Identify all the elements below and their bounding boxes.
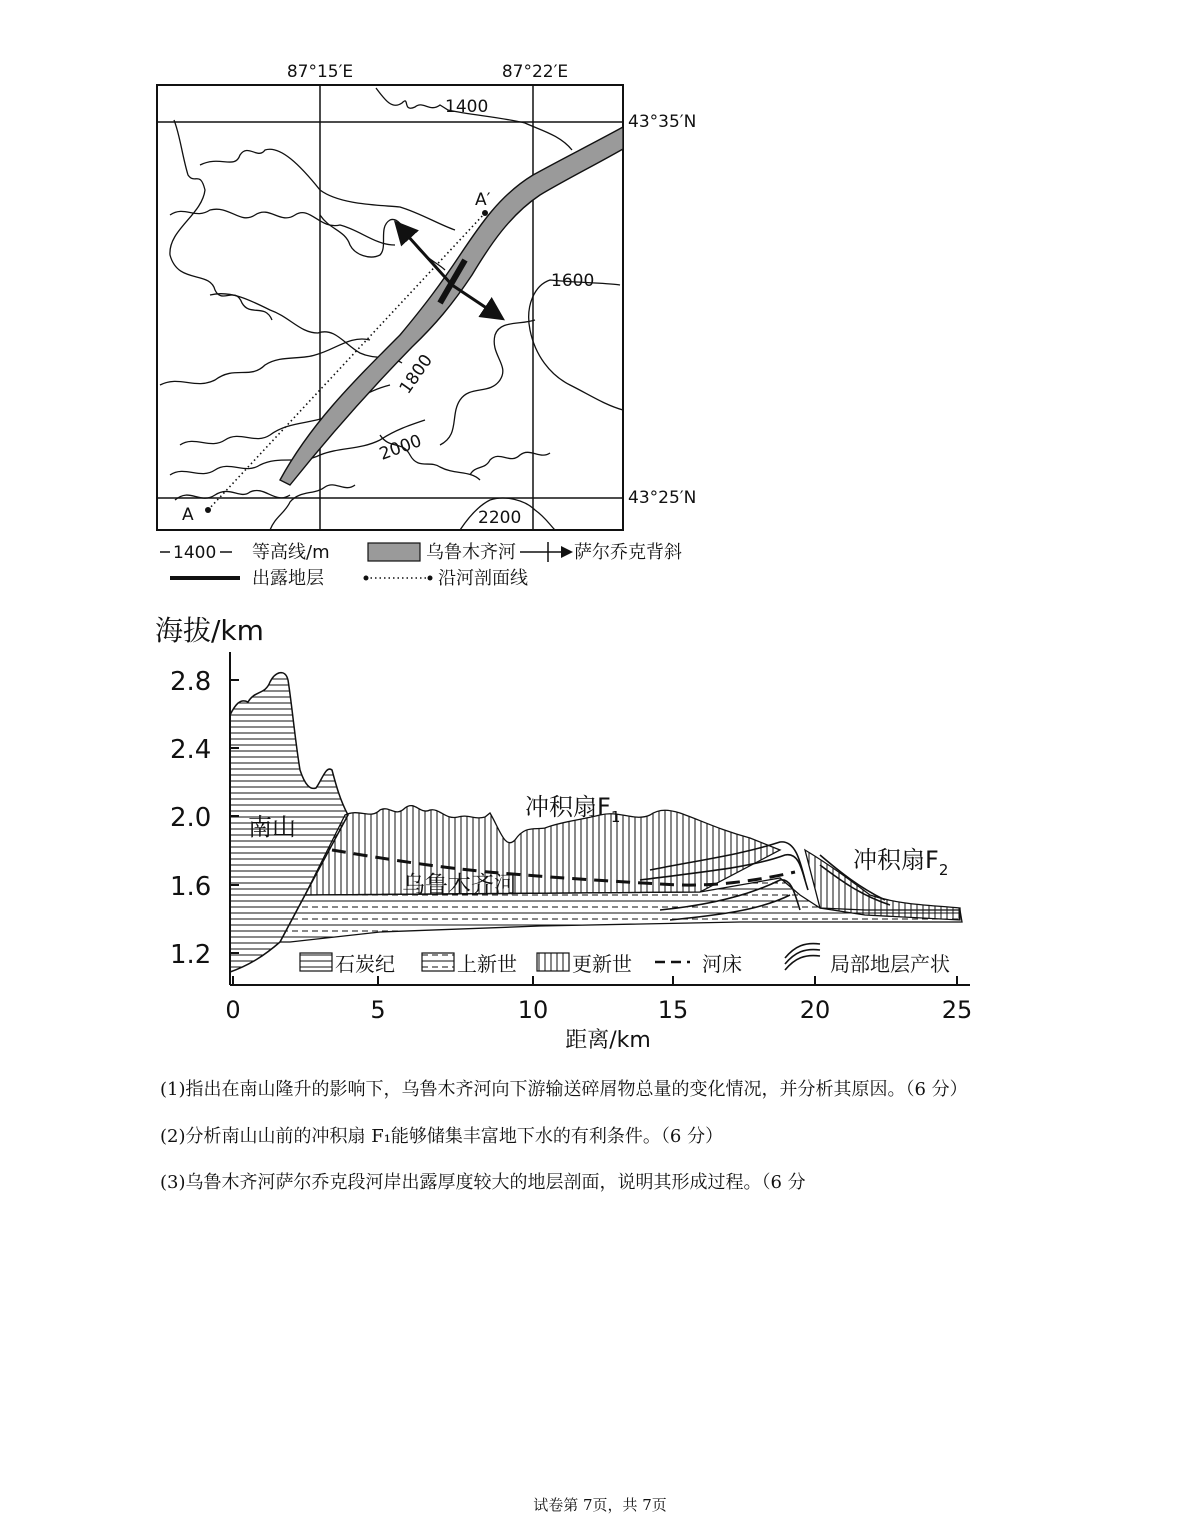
profile-xlabel: 距离/km [565, 1028, 651, 1053]
x-tick-label-0: 0 [225, 996, 241, 1024]
question-1: (1)指出在南山隆升的影响下，乌鲁木齐河向下游输送碎屑物总量的变化情况，并分析其原因。（6 分） [160, 1079, 968, 1100]
section-line-a-a [208, 213, 485, 510]
point-a-label: A [182, 505, 194, 525]
page-footer: 试卷第 7页，共 7页 [533, 1496, 667, 1514]
legend-anticline: 萨尔乔克背斜 [574, 542, 682, 563]
contour-label-1600: 1600 [551, 271, 595, 291]
x-tick-label-10: 10 [517, 996, 549, 1024]
y-tick-label-1-6: 1.6 [170, 872, 212, 902]
y-tick-label-2-8: 2.8 [170, 667, 212, 697]
map-frame [157, 85, 623, 530]
geologic-profile [140, 610, 1000, 1060]
lon-label-87-15: 87°15′E [286, 62, 354, 82]
lon-label-87-22: 87°22′E [501, 62, 569, 82]
y-tick-label-2-0: 2.0 [170, 803, 212, 833]
legend-strata: 局部地层产状 [830, 952, 950, 976]
legend-pleistocene: 更新世 [572, 952, 632, 976]
question-2: (2)分析南山山前的冲积扇 F₁能够储集丰富地下水的有利条件。（6 分） [160, 1126, 724, 1147]
label-fan-f1-sub: 1 [610, 808, 621, 826]
topographic-map [140, 55, 740, 595]
point-a-prime [482, 210, 488, 216]
point-a [205, 507, 211, 513]
contour-label-2000: 2000 [376, 431, 425, 465]
lat-label-43-35: 43°35′N [628, 112, 697, 132]
x-tick-label-20: 20 [799, 996, 831, 1024]
legend-contour-sample: 1400 [173, 543, 217, 563]
map-legend [160, 542, 682, 589]
legend-riverbed: 河床 [702, 952, 742, 976]
question-3: (3)乌鲁木齐河萨尔乔克段河岸出露厚度较大的地层剖面，说明其形成过程。（6 分 [160, 1172, 806, 1193]
y-tick-label-2-4: 2.4 [170, 735, 212, 765]
x-tick-label-15: 15 [657, 996, 689, 1024]
profile-legend [300, 944, 950, 976]
legend-river-swatch [368, 543, 420, 561]
legend-contour: 等高线/m [252, 542, 330, 563]
contour-label-2200: 2200 [478, 508, 522, 528]
contour-lines [160, 88, 623, 530]
y-tick-label-1-2: 1.2 [170, 940, 212, 970]
legend-carboniferous: 石炭纪 [335, 952, 395, 976]
contour-label-1800: 1800 [395, 350, 437, 398]
x-ticks [233, 976, 957, 985]
label-fan-f2: 冲积扇$F_2$ [853, 846, 949, 879]
anticline-arrow [398, 225, 452, 285]
lat-label-43-25: 43°25′N [628, 488, 697, 508]
profile-ylabel: 海拔/km [155, 614, 264, 647]
label-nanshan: 南山 [248, 813, 296, 841]
label-river-profile: 乌鲁木齐河 [402, 872, 517, 898]
legend-pliocene: 上新世 [457, 952, 517, 976]
label-fan-f1: 冲积扇$F_1$ [525, 793, 621, 826]
legend-section-line: 沿河剖面线 [438, 568, 528, 589]
x-tick-label-5: 5 [370, 996, 386, 1024]
contour-label-1400: 1400 [445, 97, 489, 117]
anticline-arrow-2 [452, 285, 500, 317]
legend-outcrop: 出露地层 [252, 568, 324, 589]
point-a-prime-label: A′ [475, 190, 491, 210]
x-tick-label-25: 25 [941, 996, 973, 1024]
legend-river: 乌鲁木齐河 [426, 542, 516, 563]
label-fan-f2-sub: 2 [938, 861, 949, 879]
